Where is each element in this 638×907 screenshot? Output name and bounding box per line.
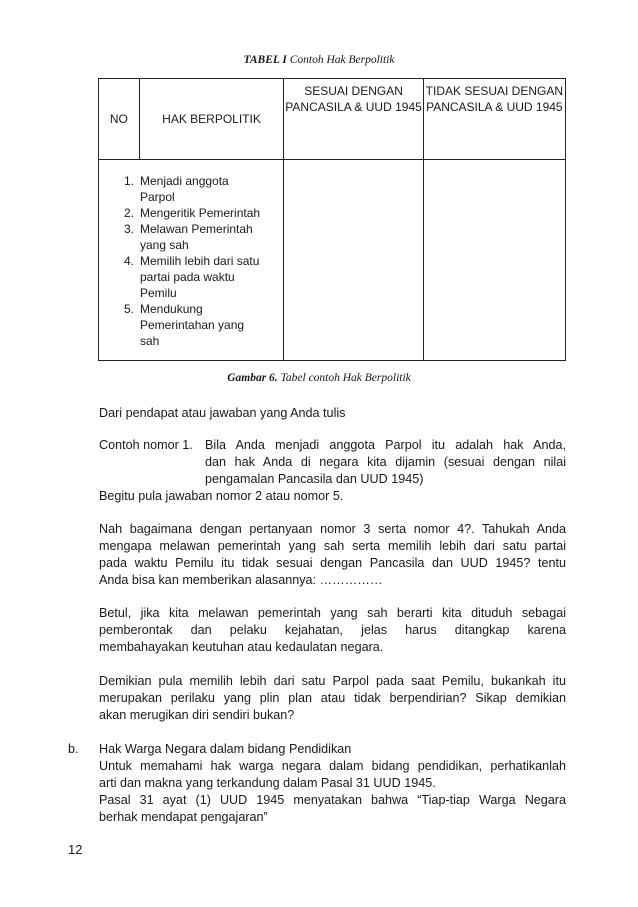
table-caption [0, 54, 638, 66]
item-text: Pemerintahan yang [140, 318, 245, 332]
example-line: dan hak Anda di negara kita dijamin (sesuai dengan nilai [205, 455, 566, 469]
table-item-line [99, 301, 283, 317]
paragraph-line: pada waktu Pemilu itu tidak sesuai dengan Pancasila dan UUD 1945? tentu [99, 556, 566, 570]
table-item-line [99, 269, 283, 285]
item-text: Pemilu [140, 286, 177, 300]
header-tidak-sesuai: TIDAK SESUAI DENGAN PANCASILA & UUD 1945 [423, 79, 565, 160]
table-header-row [99, 79, 566, 160]
sesuai-cell [284, 160, 423, 361]
section-b-line: Untuk memahami hak warga negara dalam bidang pendidikan, perhatikanlah [99, 759, 566, 773]
example-line: Bila Anda menjadi anggota Parpol itu adalah hak Anda, [205, 438, 566, 452]
table-item-line [99, 253, 283, 269]
table-item-line [99, 173, 283, 189]
table-caption-label: TABEL I [243, 54, 287, 66]
item-number: 2. [123, 206, 134, 220]
item-number: 3. [123, 222, 134, 236]
item-text: Parpol [140, 190, 175, 204]
table-item-line [99, 221, 283, 237]
section-b-heading: Hak Warga Negara dalam bidang Pendidikan [99, 742, 352, 756]
item-number [99, 317, 137, 333]
example-text [205, 437, 566, 488]
item-text: sah [140, 334, 160, 348]
item-number [99, 269, 137, 285]
item-number [99, 333, 137, 349]
example-label: Contoh nomor 1. [99, 438, 193, 452]
paragraph-line: akan merugikan diri sendiri bukan? [99, 708, 295, 722]
item-text: Memilih lebih dari satu [140, 254, 260, 268]
item-text: partai pada waktu [140, 270, 235, 284]
section-b-line: berhak mendapat pengajaran” [99, 810, 268, 824]
paragraph-line: merupakan perilaku yang plin plan atau tidak berpendirian? Sikap demikian [99, 691, 566, 705]
section-b-line: arti dan makna yang terkandung dalam Pasal 31 UUD 1945. [99, 776, 436, 790]
paragraph-line: mengapa melawan pemerintah yang sah serta memilih lebih dari satu partai [99, 539, 566, 553]
rights-list [99, 160, 283, 349]
table-body-row [99, 160, 566, 361]
table-item-line [99, 333, 283, 349]
figure-caption-text: Tabel contoh Hak Berpolitik [280, 372, 411, 384]
paragraph-line: Betul, jika kita melawan pemerintah yang sah berarti kita dituduh sebagai [99, 606, 566, 620]
paragraph-line: pemberontak dan pelaku kejahatan, jelas harus ditangkap karena [99, 623, 566, 637]
table-item-line [99, 237, 283, 253]
rights-table [98, 78, 566, 361]
item-number: 5. [123, 302, 134, 316]
paragraph-line: membahayakan keutuhan atau kedaulatan negara. [99, 640, 384, 654]
tidak-sesuai-cell [423, 160, 565, 361]
paragraph-3 [99, 521, 566, 589]
items-cell [99, 160, 284, 361]
item-number: 4. [123, 254, 134, 268]
item-number [99, 189, 137, 205]
page-number: 12 [68, 842, 83, 857]
item-text: yang sah [140, 238, 189, 252]
item-text: Mendukung [140, 302, 203, 316]
paragraph-line: Anda bisa kan memberikan alasannya: …………… [99, 573, 383, 587]
item-text: Melawan Pemerintah [140, 222, 253, 236]
figure-caption [0, 372, 638, 384]
paragraph-2-after: Begitu pula jawaban nomor 2 atau nomor 5. [99, 489, 344, 503]
table-item-line [99, 317, 283, 333]
item-number: 1. [123, 174, 134, 188]
section-b-line: Pasal 31 ayat (1) UUD 1945 menyatakan bahwa “Tiap-tiap Warga Negara [99, 793, 566, 807]
item-text: Mengeritik Pemerintah [140, 206, 261, 220]
header-no: NO [99, 79, 140, 160]
table-item-line [99, 285, 283, 301]
paragraph-4 [99, 605, 566, 656]
item-number [99, 285, 137, 301]
item-number [99, 237, 137, 253]
section-b-marker: b. [68, 742, 79, 756]
section-b [99, 741, 566, 826]
header-sesuai: SESUAI DENGAN PANCASILA & UUD 1945 [284, 79, 423, 160]
paragraph-5 [99, 673, 566, 724]
header-hak-berpolitik: HAK BERPOLITIK [139, 79, 284, 160]
table-item-line [99, 205, 283, 221]
table-caption-text: Contoh Hak Berpolitik [289, 54, 395, 66]
example-line: pengamalan Pancasila dan UUD 1945) [205, 472, 424, 486]
table-item-line [99, 189, 283, 205]
paragraph-line: Nah bagaimana dengan pertanyaan nomor 3 serta nomor 4?. Tahukah Anda [99, 522, 566, 536]
paragraph-1: Dari pendapat atau jawaban yang Anda tulis [99, 406, 346, 420]
paragraph-line: Demikian pula memilih lebih dari satu Parpol pada saat Pemilu, bukankah itu [99, 674, 566, 688]
item-text: Menjadi anggota [140, 174, 229, 188]
figure-caption-label: Gambar 6. [227, 372, 278, 384]
